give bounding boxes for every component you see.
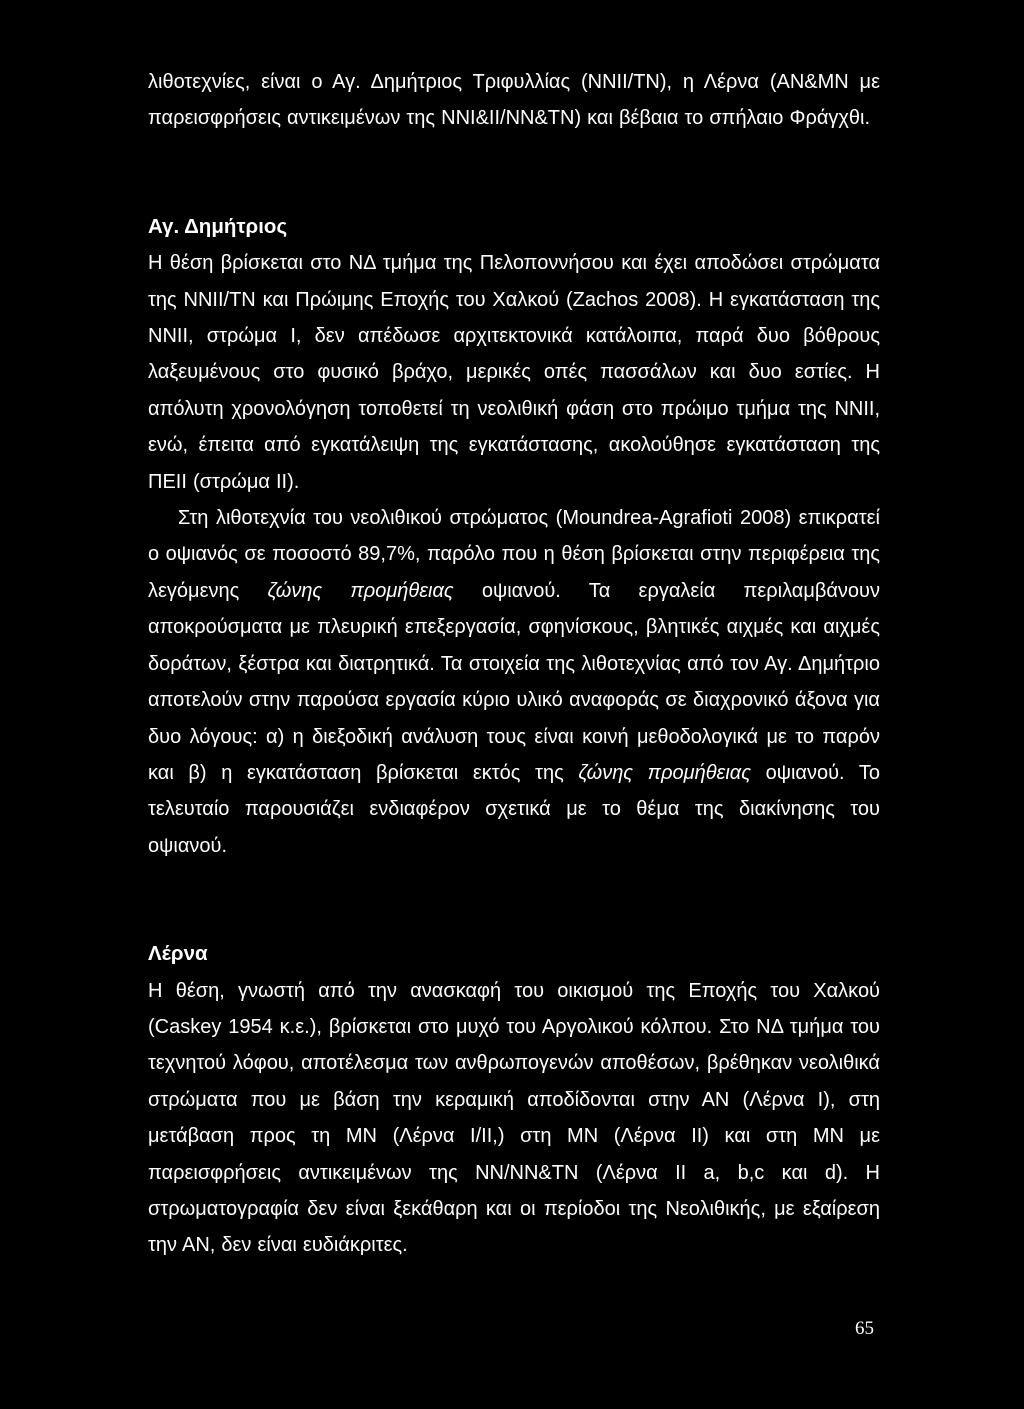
lerna-paragraph-1: Η θέση, γνωστή από την ανασκαφή του οικισμού της Εποχής του Χαλκού (Caskey 1954 κ.ε.), βρίσκεται στο μυχό του Αργολικού κόλπου. Στο ΝΔ τμήμα του τεχνητού λόφου, αποτέλεσμα των ανθρωπογενών αποθέσων, βρέθηκαν νεολιθικά στρώματα που με βάση την κεραμική αποδίδονται στην ΑΝ (Λέρνα Ι), στη μετάβαση προς τη ΜΝ (Λέρνα Ι/ΙΙ,) στη ΜΝ (Λέρνα ΙΙ) και στη ΜΝ με παρεισφρήσεις αντικειμένων της ΝΝ/ΝΝ&ΤΝ (Λέρνα ΙΙ a, b,c και d). Η στρωματογραφία δεν είναι ξεκάθαρη και οι περίοδοι της Νεολιθικής, με εξαίρεση την ΑΝ, δεν είναι ευδιάκριτες.	[148, 979, 880, 1257]
section-spacer	[148, 137, 880, 209]
section-heading-lerna: Λέρνα	[148, 942, 208, 966]
paragraph-text: οψιανού. Τα εργαλεία περιλαμβάνουν αποκρούσματα με πλευρική επεξεργασία, σφηνίσκους, βλητικές αιχμές και αιχμές δοράτων, ξέστρα και διατρητικά. Τα στοιχεία της λιθοτεχνίας από τον Αγ. Δημήτριο αποτελούν στην παρούσα εργασία κύριο υλικό αναφοράς σε διαχρονικό άξονα για δυο λόγους: α) η διεξοδική ανάλυση τους είναι κοινή μεθοδολογικά με το παρόν και β) η εγκατάσταση βρίσκεται εκτός της	[148, 579, 880, 784]
intro-paragraph: λιθοτεχνίες, είναι ο Αγ. Δημήτριος Τριφυλλίας (ΝΝΙΙ/ΤΝ), η Λέρνα (ΑΝ&ΜΝ με παρεισφρήσεις αντικειμένων της ΝΝΙ&ΙΙ/ΝΝ&ΤΝ) και βέβαια το σπήλαιο Φράγχθι.	[148, 71, 880, 130]
paragraph-text: οψιανού. Το τελευταίο παρουσιάζει ενδιαφέρον σχετικά με το θέμα της διακίνησης του οψιανού.	[148, 761, 880, 857]
document-page	[148, 64, 880, 1264]
agios-dimitrios-paragraph-2	[148, 500, 880, 864]
paragraph-text: Στη λιθοτεχνία του νεολιθικού στρώματος (Moundrea-Agrafioti 2008) επικρατεί ο οψιανός σε ποσοστό 89,7%, παρόλο που η θέση βρίσκεται στην περιφέρεια της λεγόμενης	[148, 507, 880, 602]
section-heading-agios-dimitrios: Αγ. Δημήτριος	[148, 214, 288, 238]
agios-dimitrios-paragraph-1: Η θέση βρίσκεται στο ΝΔ τμήμα της Πελοποννήσου και έχει αποδώσει στρώματα της ΝΝΙΙ/ΤΝ και Πρώιμης Εποχής του Χαλκού (Zachos 2008). Η εγκατάσταση της ΝΝΙΙ, στρώμα Ι, δεν απέδωσε αρχιτεκτονικά κατάλοιπα, παρά δυο βόθρους λαξευμένους στο φυσικό βράχο, μερικές οπές πασσάλων και δυο εστίες. Η απόλυτη χρονολόγηση τοποθετεί τη νεολιθική φάση στο πρώιμο τμήμα της ΝΝΙΙ, ενώ, έπειτα από εγκατάλειψη της εγκατάστασης, ακολούθησε εγκατάσταση της ΠΕΙΙ (στρώμα ΙΙ).	[148, 252, 880, 493]
section-spacer	[148, 864, 880, 936]
page-number: 65	[855, 1318, 874, 1339]
emphasis-term: ζώνης προμήθειας	[578, 761, 751, 784]
emphasis-term: ζώνης προμήθειας	[267, 579, 454, 602]
